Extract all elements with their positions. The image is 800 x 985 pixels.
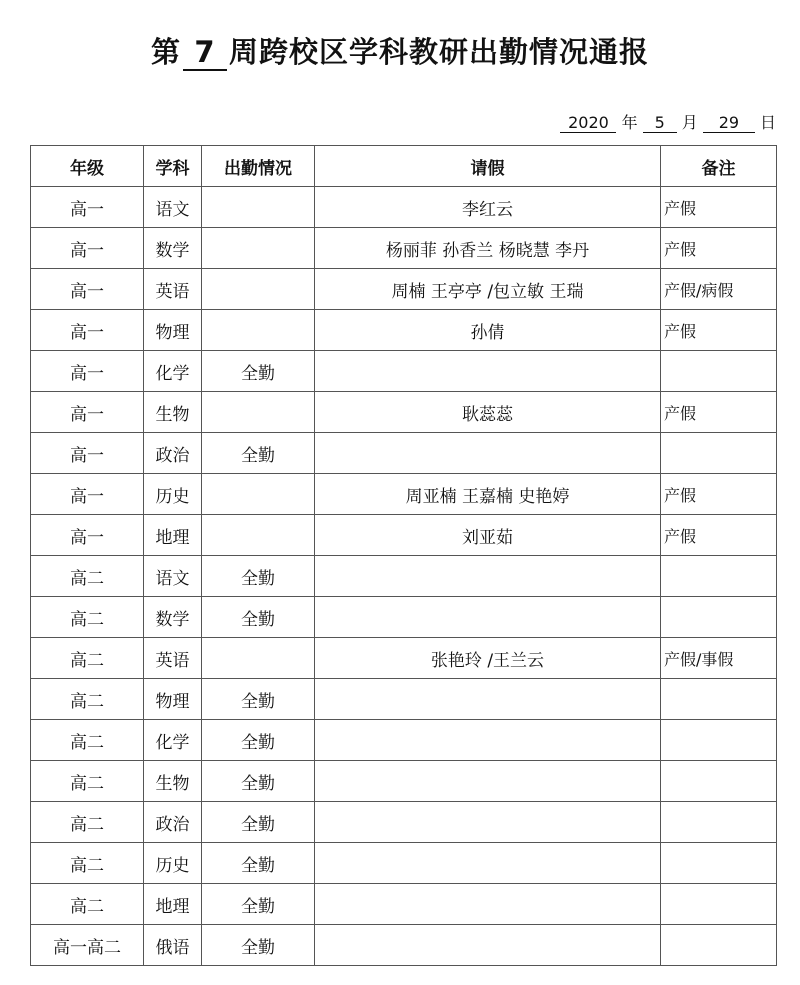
table-row — [31, 392, 777, 433]
grade-cell: 高二 — [31, 556, 144, 597]
attendance-cell — [202, 515, 315, 556]
note-cell: 产假 — [661, 310, 777, 351]
attendance-cell: 全勤 — [202, 843, 315, 884]
table-row — [31, 843, 777, 884]
grade-cell: 高一高二 — [31, 925, 144, 966]
table-row — [31, 433, 777, 474]
date-day-label: 日 — [759, 113, 776, 132]
grade-cell: 高一 — [31, 351, 144, 392]
attendance-cell — [202, 187, 315, 228]
date-year-label: 年 — [621, 113, 638, 132]
leave-cell — [315, 761, 661, 802]
grade-cell: 高一 — [31, 392, 144, 433]
table-row — [31, 474, 777, 515]
subject-cell: 化学 — [144, 351, 202, 392]
note-cell — [661, 884, 777, 925]
header-leave: 请假 — [315, 146, 661, 187]
title-suffix: 周跨校区学科教研出勤情况通报 — [229, 35, 650, 69]
subject-cell: 历史 — [144, 843, 202, 884]
table-row — [31, 884, 777, 925]
report-date — [560, 110, 776, 133]
table-row — [31, 638, 777, 679]
leave-cell — [315, 679, 661, 720]
note-cell — [661, 597, 777, 638]
subject-cell: 生物 — [144, 392, 202, 433]
grade-cell: 高一 — [31, 433, 144, 474]
table-header-row — [31, 146, 777, 187]
subject-cell: 化学 — [144, 720, 202, 761]
subject-cell: 生物 — [144, 761, 202, 802]
subject-cell: 英语 — [144, 638, 202, 679]
subject-cell: 数学 — [144, 597, 202, 638]
note-cell — [661, 802, 777, 843]
grade-cell: 高二 — [31, 638, 144, 679]
attendance-cell: 全勤 — [202, 351, 315, 392]
grade-cell: 高一 — [31, 310, 144, 351]
table-row — [31, 597, 777, 638]
subject-cell: 政治 — [144, 802, 202, 843]
date-year: 2020 — [560, 113, 616, 133]
leave-cell: 周楠 王亭亭 /包立敏 王瑞 — [315, 269, 661, 310]
leave-cell: 周亚楠 王嘉楠 史艳婷 — [315, 474, 661, 515]
attendance-table — [30, 145, 777, 966]
leave-cell — [315, 843, 661, 884]
leave-cell: 张艳玲 /王兰云 — [315, 638, 661, 679]
date-day: 29 — [703, 113, 755, 133]
note-cell — [661, 720, 777, 761]
note-cell — [661, 433, 777, 474]
attendance-cell: 全勤 — [202, 925, 315, 966]
leave-cell: 杨丽菲 孙香兰 杨晓慧 李丹 — [315, 228, 661, 269]
leave-cell — [315, 597, 661, 638]
attendance-cell: 全勤 — [202, 720, 315, 761]
note-cell — [661, 679, 777, 720]
leave-cell — [315, 802, 661, 843]
attendance-cell — [202, 392, 315, 433]
note-cell: 产假/事假 — [661, 638, 777, 679]
attendance-cell — [202, 310, 315, 351]
attendance-cell: 全勤 — [202, 679, 315, 720]
table-row — [31, 720, 777, 761]
header-grade: 年级 — [31, 146, 144, 187]
subject-cell: 俄语 — [144, 925, 202, 966]
leave-cell: 耿蕊蕊 — [315, 392, 661, 433]
note-cell — [661, 556, 777, 597]
grade-cell: 高一 — [31, 474, 144, 515]
subject-cell: 历史 — [144, 474, 202, 515]
note-cell — [661, 843, 777, 884]
subject-cell: 政治 — [144, 433, 202, 474]
subject-cell: 地理 — [144, 515, 202, 556]
subject-cell: 地理 — [144, 884, 202, 925]
title-prefix: 第 — [150, 35, 181, 69]
table-row — [31, 679, 777, 720]
note-cell: 产假 — [661, 187, 777, 228]
note-cell — [661, 761, 777, 802]
week-number: 7 — [183, 35, 227, 71]
note-cell: 产假 — [661, 392, 777, 433]
leave-cell — [315, 884, 661, 925]
grade-cell: 高二 — [31, 802, 144, 843]
subject-cell: 物理 — [144, 310, 202, 351]
leave-cell — [315, 556, 661, 597]
attendance-cell: 全勤 — [202, 597, 315, 638]
grade-cell: 高一 — [31, 515, 144, 556]
leave-cell — [315, 925, 661, 966]
grade-cell: 高二 — [31, 884, 144, 925]
table-row — [31, 187, 777, 228]
note-cell — [661, 925, 777, 966]
page-title — [0, 30, 800, 71]
grade-cell: 高二 — [31, 843, 144, 884]
table-row — [31, 310, 777, 351]
note-cell: 产假/病假 — [661, 269, 777, 310]
header-attendance: 出勤情况 — [202, 146, 315, 187]
subject-cell: 语文 — [144, 556, 202, 597]
attendance-cell — [202, 638, 315, 679]
attendance-cell: 全勤 — [202, 761, 315, 802]
grade-cell: 高一 — [31, 228, 144, 269]
subject-cell: 英语 — [144, 269, 202, 310]
table-row — [31, 556, 777, 597]
grade-cell: 高二 — [31, 679, 144, 720]
attendance-cell: 全勤 — [202, 802, 315, 843]
leave-cell: 孙倩 — [315, 310, 661, 351]
subject-cell: 物理 — [144, 679, 202, 720]
table-row — [31, 351, 777, 392]
table-row — [31, 925, 777, 966]
table-row — [31, 802, 777, 843]
date-month-label: 月 — [681, 113, 698, 132]
table-row — [31, 228, 777, 269]
grade-cell: 高二 — [31, 761, 144, 802]
subject-cell: 数学 — [144, 228, 202, 269]
attendance-cell: 全勤 — [202, 556, 315, 597]
table-row — [31, 515, 777, 556]
note-cell: 产假 — [661, 474, 777, 515]
table-row — [31, 269, 777, 310]
date-month: 5 — [643, 113, 677, 133]
header-subject: 学科 — [144, 146, 202, 187]
attendance-cell: 全勤 — [202, 433, 315, 474]
grade-cell: 高二 — [31, 720, 144, 761]
attendance-cell — [202, 228, 315, 269]
note-cell — [661, 351, 777, 392]
grade-cell: 高一 — [31, 187, 144, 228]
note-cell: 产假 — [661, 228, 777, 269]
subject-cell: 语文 — [144, 187, 202, 228]
leave-cell — [315, 433, 661, 474]
leave-cell: 刘亚茹 — [315, 515, 661, 556]
attendance-cell — [202, 474, 315, 515]
table-row — [31, 761, 777, 802]
grade-cell: 高一 — [31, 269, 144, 310]
header-note: 备注 — [661, 146, 777, 187]
note-cell: 产假 — [661, 515, 777, 556]
attendance-cell: 全勤 — [202, 884, 315, 925]
grade-cell: 高二 — [31, 597, 144, 638]
leave-cell: 李红云 — [315, 187, 661, 228]
attendance-cell — [202, 269, 315, 310]
leave-cell — [315, 720, 661, 761]
leave-cell — [315, 351, 661, 392]
